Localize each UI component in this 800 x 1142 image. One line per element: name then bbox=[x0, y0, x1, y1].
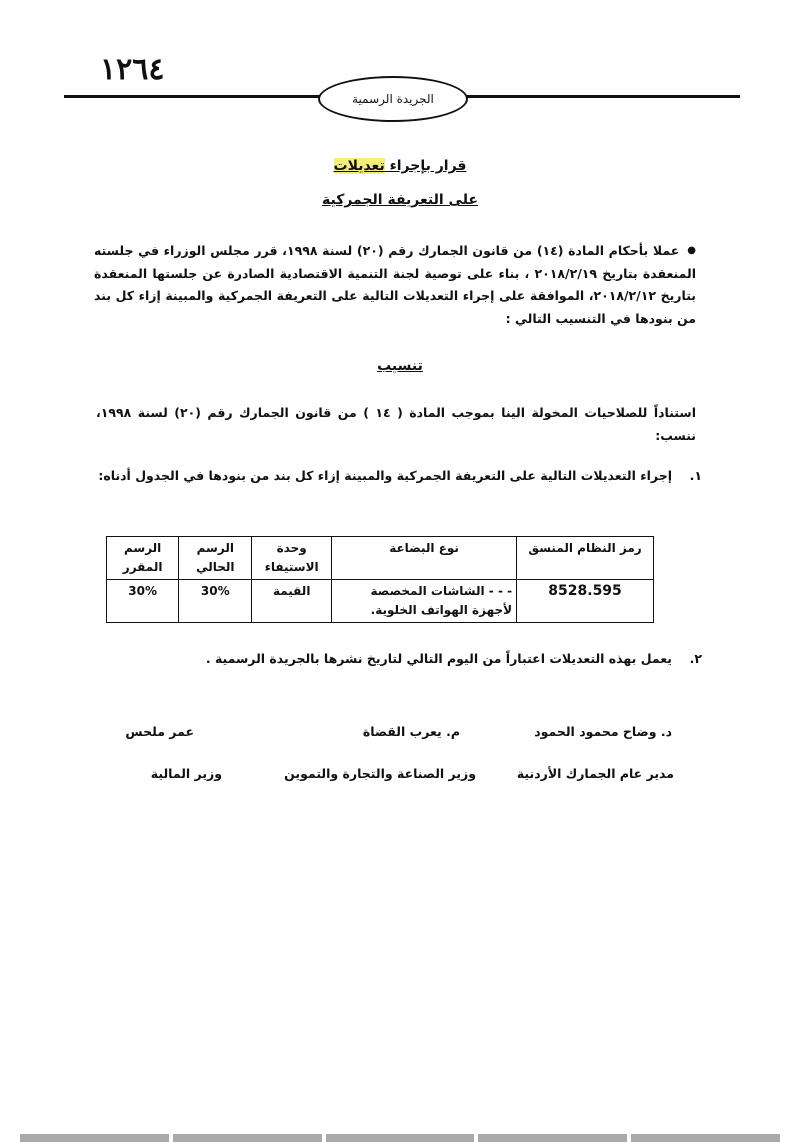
table-header-cell: الرسم الحالي bbox=[179, 537, 252, 580]
table-cell: 30% bbox=[179, 580, 252, 623]
list-item-text: إجراء التعديلات التالية على التعريفة الجمركية والمبينة إزاء كل بند من بنودها في الجدول أدناه: bbox=[98, 468, 672, 483]
table-header-cell: الرسم المقرر bbox=[107, 537, 179, 580]
bottom-bar-segment bbox=[326, 1134, 475, 1142]
decision-title bbox=[200, 158, 600, 174]
gazette-label: الجريدة الرسمية bbox=[318, 76, 468, 122]
list-item bbox=[96, 465, 702, 487]
intro-paragraph bbox=[94, 240, 696, 330]
table-cell: 8528.595 bbox=[517, 580, 654, 623]
decision-title-prefix: قرار بإجراء bbox=[384, 158, 467, 174]
decision-subtitle bbox=[200, 192, 600, 208]
decision-subtitle-text: على التعريفة الجمركية bbox=[322, 192, 478, 208]
bottom-bar-segment bbox=[478, 1134, 627, 1142]
signatory-title: وزير المالية bbox=[150, 766, 222, 781]
signatory-title: وزير الصناعة والتجارة والتموين bbox=[284, 766, 476, 781]
bottom-bar-segment bbox=[20, 1134, 169, 1142]
tariff-table bbox=[106, 536, 654, 623]
signatory-name: د. وضاح محمود الحمود bbox=[534, 724, 672, 739]
list-item-text: يعمل بهذه التعديلات اعتباراً من اليوم التالي لتاريخ نشرها بالجريدة الرسمية . bbox=[205, 651, 672, 666]
table-header-cell: وحدة الاستيفاء bbox=[252, 537, 332, 580]
nomination-paragraph: استناداً للصلاحيات المخولة الينا بموجب المادة ( ١٤ ) من قانون الجمارك رقم (٢٠) لسنة ١٩٩٨، ننسب: bbox=[96, 405, 696, 443]
list-item bbox=[150, 648, 702, 670]
table-header-row bbox=[107, 537, 654, 580]
signatory-title: مدير عام الجمارك الأردنية bbox=[516, 766, 674, 781]
signatory-name: م. يعرب القضاة bbox=[362, 724, 460, 739]
bottom-bar-segment bbox=[631, 1134, 780, 1142]
table-row bbox=[107, 580, 654, 623]
table-cell: - - - الشاشات المخصصة لأجهزة الهواتف الخلوية. bbox=[332, 580, 517, 623]
intro-paragraph-text: عملا بأحكام المادة (١٤) من قانون الجمارك رقم (٢٠) لسنة ١٩٩٨، قرر مجلس الوزراء في جلسته المنعقدة بتاريخ ٢٠١٨/٢/١٩ ، بناء على توصية لجنة التنمية الاقتصادية الصادرة عن جلستها المنعقدة بتاريخ ٢٠١٨/٢/١٢، الموافقة على إجراء التعديلات التالية على التعريفة الجمركية والمبينة إزاء كل بند من بنودها في التنسيب التالي : bbox=[94, 243, 696, 326]
section-title: تنسيب bbox=[377, 358, 423, 374]
list-item-number: ١. bbox=[689, 468, 702, 483]
table-header-cell: نوع البضاعة bbox=[332, 537, 517, 580]
table-cell: 30% bbox=[107, 580, 179, 623]
list-item-number: ٢. bbox=[689, 651, 702, 666]
bullet-icon: ● bbox=[687, 245, 696, 257]
page-number: ١٢٦٤ bbox=[100, 52, 165, 87]
signatory-name: عمر ملحس bbox=[125, 724, 194, 739]
decision-title-highlight: تعديلات bbox=[333, 158, 385, 174]
table-cell: القيمة bbox=[252, 580, 332, 623]
table-header-cell: رمز النظام المنسق bbox=[517, 537, 654, 580]
bottom-bar-segment bbox=[173, 1134, 322, 1142]
bottom-scroll-bar bbox=[20, 1134, 780, 1142]
